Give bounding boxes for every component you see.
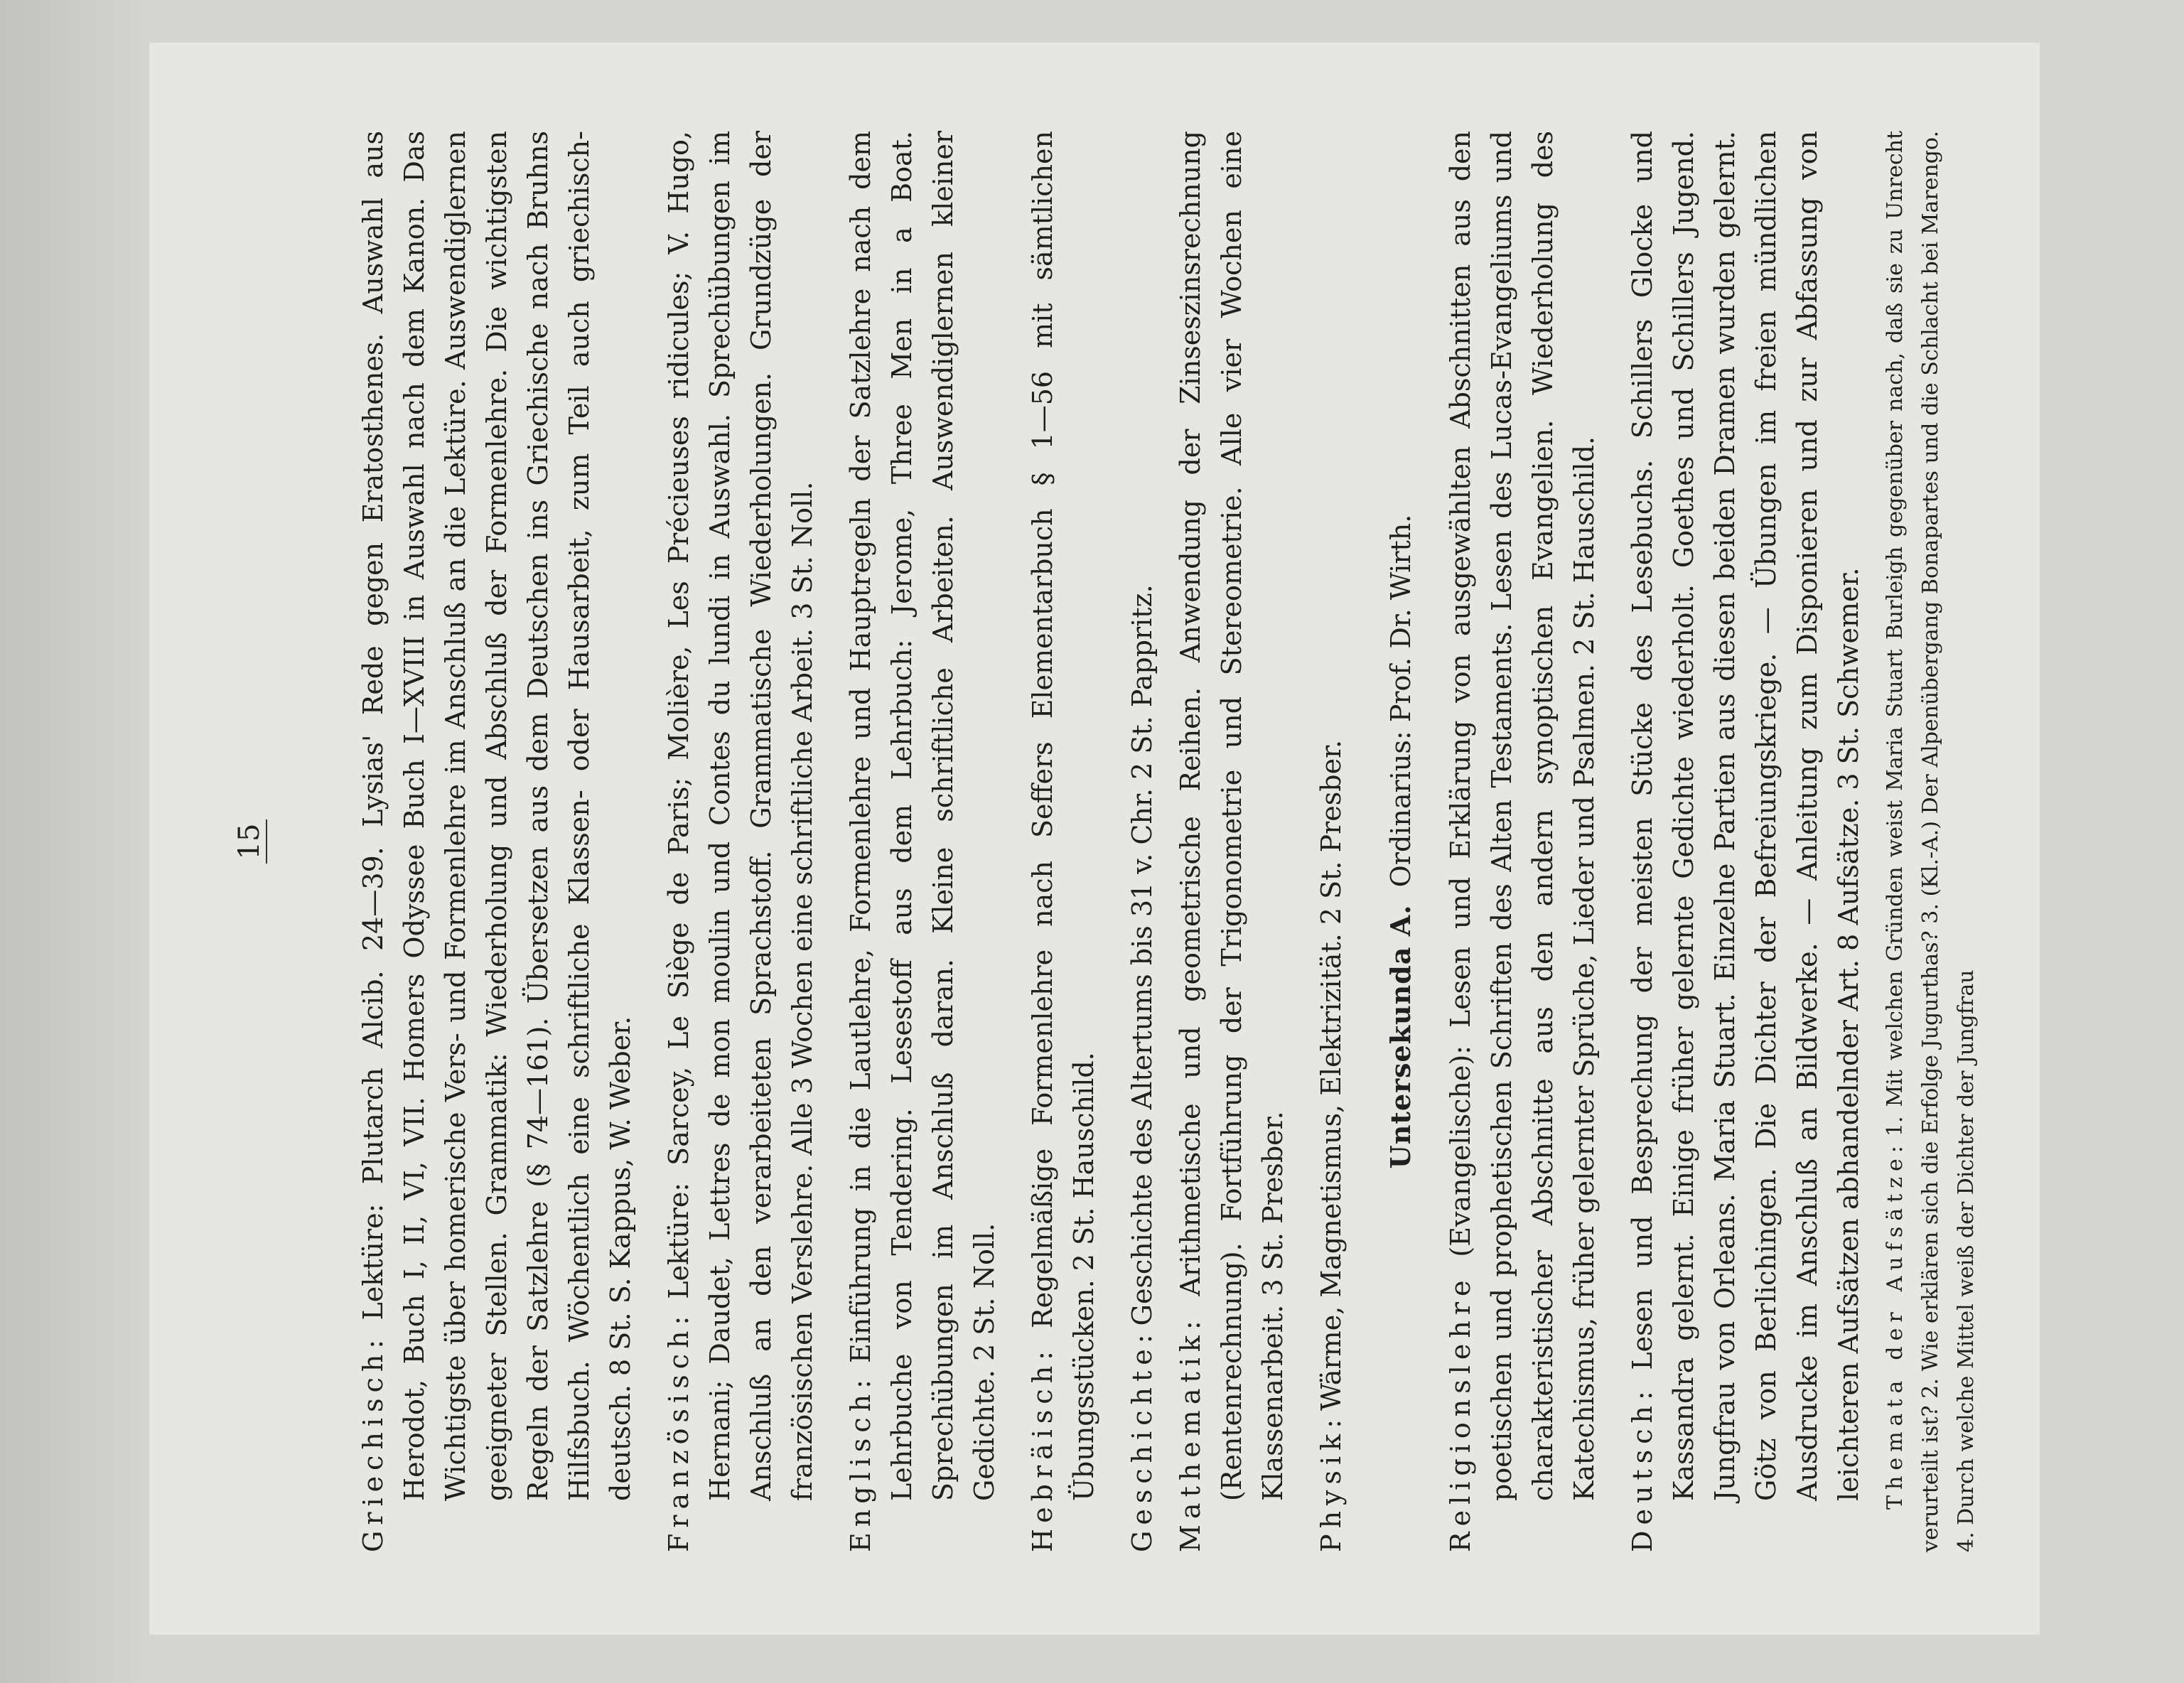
section-religionslehre: Religionslehre (Evangelische): Lesen und Erklärung von ausgewählten Abschnitten aus den poetischen und prophetischen Schriften des Alten Testaments. Lesen des Lucas-Evangeliums und charakteristischer Abschnitte aus den andern synoptischen Evangelien. Wiederholung des Katechismus, früher gelernter Sprüche, Lieder und Psalmen. 2 St. Hauschild. — [1445, 131, 1600, 1552]
section-englisch: Englisch: Einführung in die Lautlehre, Formenlehre und Hauptregeln der Satzlehre nach dem Lehrbuche von Tendering. Lesestoff aus dem Lehrbuch: Jerome, Three Men in a Boat. Sprechübungen im Anschluß daran. Kleine schriftliche Arbeiten. Auswendiglernen kleiner Gedichte. 2 St. Noll. — [845, 131, 1000, 1552]
section-mathematik: Mathematik: Arithmetische und geometrische Reihen. Anwendung der Zinseszinsrechnung (Rentenrechnung). Fortführung der Trigonometrie und Stereometrie. Alle vier Wochen eine Klassenarbeit. 3 St. Presber. — [1175, 130, 1289, 1552]
section-deutsch: Deutsch: Lesen und Besprechung der meisten Stücke des Lesebuchs. Schillers Glocke und Kassandra gelernt. Einige früher gelernte Gedichte wiederholt. Goethes und Schillers Jugend. Jungfrau von Orleans. Maria Stuart. Einzelne Partien aus diesen beiden Dramen wurden gelernt. Götz von Berlichingen. Die Dichter der Befreiungskriege. — Übungen im freien mündlichen Ausdrucke im Anschluß an Bildwerke. — Anleitung zum Disponieren und zur Abfassung von leichteren Aufsätzen abhandelnder Art. 8 Aufsätze. 3 St. Schwemer. — [1627, 131, 1864, 1552]
page-body — [353, 131, 1991, 1552]
section-griechisch: Griechisch: Lektüre: Plutarch Alcib. 24—39. Lysias' Rede gegen Eratosthenes. Auswahl aus Herodot, Buch I, II, VI, VII. Homers Odyssee Buch I—XVIII in Auswahl nach dem Kanon. Das Wichtigste über homerische Vers- und Formenlehre im Anschluß an die Lektüre. Auswendiglernen geeigneter Stellen. Grammatik: Wiederholung und Abschluß der Formenlehre. Die wichtigsten Regeln der Satzlehre (§ 74—161). Übersetzen aus dem Deutschen ins Griechische nach Bruhns Hilfsbuch. Wöchentlich eine schriftliche Klassen- oder Hausarbeit, zum Teil auch griechisch-deutsch. 8 St. S. Kappus, W. Weber. — [357, 131, 636, 1552]
section-physik: Physik: Wärme, Magnetismus, Elektrizität. 2 St. Presber. — [1316, 739, 1347, 1552]
section-franzoesisch: Französisch: Lektüre: Sarcey, Le Siège de Paris; Molière, Les Précieuses ridicules; V. Hugo, Hernani; Daudet, Lettres de mon moulin und Contes du lundi in Auswahl. Sprechübungen im Anschluß an den verarbeiteten Sprachstoff. Grammatische Wiederholungen. Grundzüge der französischen Verslehre. Alle 3 Wochen eine schriftliche Arbeit. 3 St. Noll. — [663, 131, 818, 1552]
class-heading: Untersekunda A. Ordinarius: Prof. Dr. Wirth. — [1384, 514, 1416, 1169]
section-hebraeisch: Hebräisch: Regelmäßige Formenlehre nach Seffers Elementarbuch § 1—56 mit sämtlichen Übungsstücken. 2 St. Hauschild. — [1027, 131, 1099, 1552]
rotated-page-content — [228, 130, 1979, 1552]
scan-margin — [0, 0, 149, 1683]
essay-themes: Themata der Aufsätze: 1. Mit welchen Gründen weist Maria Stuart Burleigh gegenüber nach, daß sie zu Unrecht verurteilt ist? 2. Wie erklären sich die Erfolge Jugurthas? 3. (Kl.-A.) Der Alpenübergang Bonapartes und die Schlacht bei Marengo. 4. Durch welche Mittel weiß der Dichter der Jungfrau — [1883, 131, 1979, 1552]
page-number: 15 — [228, 131, 271, 1552]
section-geschichte: Geschichte: Geschichte des Altertums bis 31 v. Chr. 2 St. Pappritz. — [1126, 584, 1158, 1552]
